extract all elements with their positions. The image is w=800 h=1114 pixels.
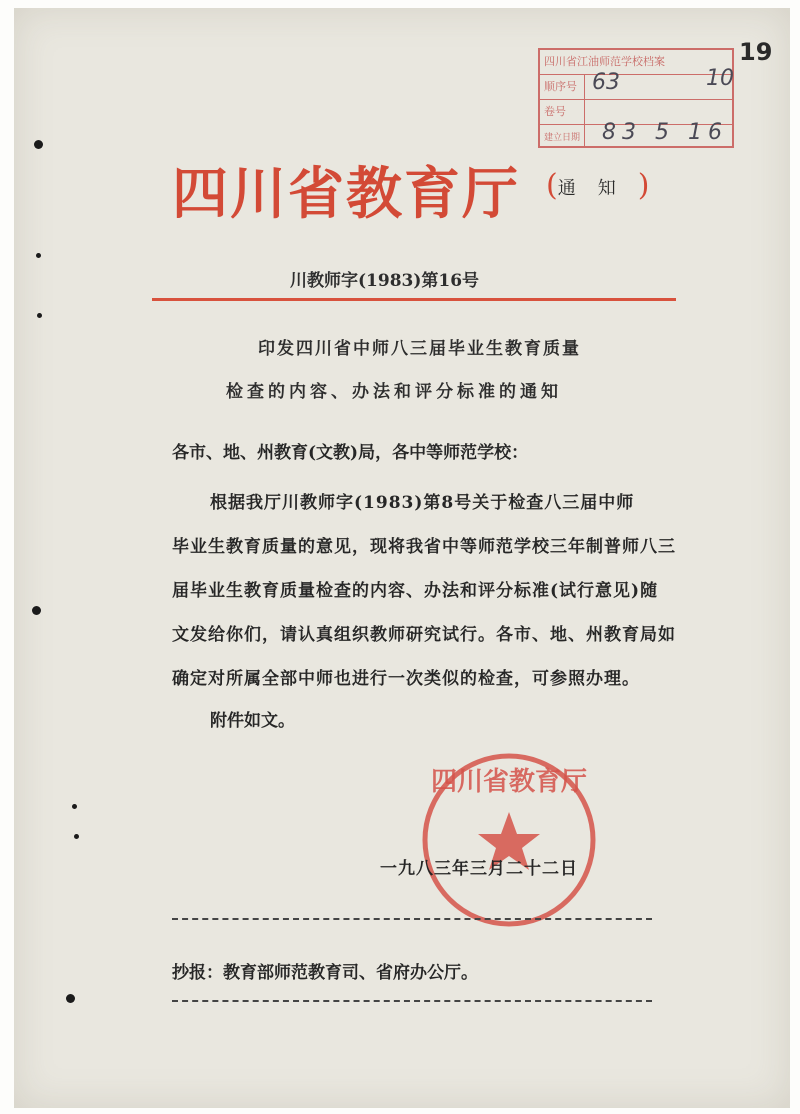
page-number: 19 xyxy=(739,38,773,66)
red-divider xyxy=(152,298,676,301)
body-paragraph-line: 确定对所属全部中师也进行一次类似的检查，可参照办理。 xyxy=(172,669,640,689)
archive-stamp-row xyxy=(540,66,734,100)
archive-row-label: 卷号 xyxy=(544,105,566,118)
body-paragraph-line: 届毕业生教育质量检查的内容、办法和评分标准(试行意见)随 xyxy=(172,581,659,601)
punch-hole xyxy=(34,140,43,149)
archive-row-label: 顺序号 xyxy=(544,80,577,93)
archive-stamp-header: 四川省江油师范学校档案 xyxy=(540,50,732,75)
dashed-divider xyxy=(172,1000,652,1002)
subject-line-1: 印发四川省中师八三届毕业生教育质量 xyxy=(258,339,581,359)
archive-row-value: 83 5 16 xyxy=(602,120,728,145)
archive-row-label: 建立日期 xyxy=(544,133,581,143)
doc-type-label: 通知 xyxy=(557,178,638,199)
archive-row-value: 63 xyxy=(592,70,620,95)
body-paragraph-line: 根据我厅川教师字(1983)第8号关于检查八三届中师 xyxy=(210,493,635,513)
body-paragraph-line: 文发给你们，请认真组织教师研究试行。各市、地、州教育局如 xyxy=(172,625,676,645)
punch-hole xyxy=(74,834,79,839)
seal-text: 四川省教育厅 xyxy=(430,767,588,797)
issuer-title: 四川省教育厅 xyxy=(172,161,520,227)
archive-stamp xyxy=(538,48,734,148)
punch-hole xyxy=(37,313,42,318)
cc-line: 抄报：教育部师范教育司、省府办公厅。 xyxy=(172,963,478,983)
punch-hole xyxy=(32,606,41,615)
punch-hole xyxy=(66,994,75,1003)
archive-stamp-row xyxy=(540,120,732,149)
punch-hole xyxy=(72,804,77,809)
archive-extra-mark: 10 xyxy=(706,66,734,91)
body-paragraph-line: 毕业生教育质量的意见，现将我省中等师范学校三年制普师八三 xyxy=(172,537,676,557)
recipients-line: 各市、地、州教育(文教)局，各中等师范学校： xyxy=(172,443,529,463)
dashed-divider xyxy=(172,918,652,920)
issue-date: 一九八三年三月二十二日 xyxy=(380,859,578,879)
attachment-note: 附件如文。 xyxy=(210,711,295,731)
official-seal xyxy=(414,750,604,930)
document-number: 川教师字(1983)第16号 xyxy=(290,271,480,291)
doc-type-tag: (通知) xyxy=(546,168,650,203)
subject-line-2: 检查的内容、办法和评分标准的通知 xyxy=(226,382,562,402)
punch-hole xyxy=(36,253,41,258)
